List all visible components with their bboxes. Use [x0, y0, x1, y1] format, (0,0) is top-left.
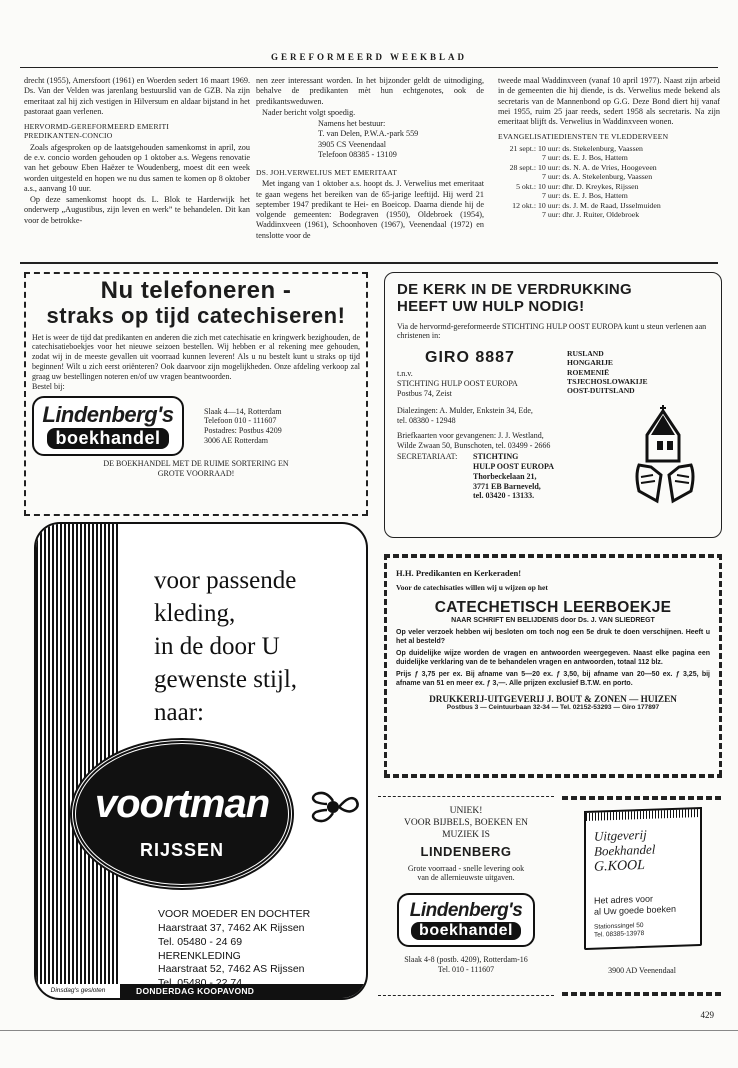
briefkaarten [397, 431, 619, 451]
giro-number: GIRO 8887 [425, 349, 515, 366]
kool-address: 3900 AD Veenendaal [608, 966, 676, 975]
article-paragraph: Zoals afgesproken op de laatstgehouden samenkomst in april, zou de e.v. concio worden gehouden op 1 oktober a.s. Wegens renovatie van het gebouw Eben Haëzer te Woudenberg, moest dit een week worden uitgesteld en hopen we nu dus samen te komen op 8 oktober a.s., aanvang 10 uur. [24, 142, 250, 193]
signature-line: Telefoon 08385 - 13109 [318, 149, 397, 159]
info-line: HULP OOST EUROPA [473, 462, 555, 471]
country-item: ROEMENIË [567, 367, 610, 377]
schedule-row [498, 201, 720, 211]
logo-text: Lindenberg's [409, 899, 523, 921]
info-line: STICHTING [473, 452, 519, 462]
schedule-service: 10 uur: ds. N. A. de Vries, Hoogeveen [538, 162, 657, 172]
schedule-row [498, 144, 720, 154]
section-rule [20, 262, 718, 264]
schedule-date: 12 okt.: [512, 200, 536, 210]
address-line: Postadres: Postbus 4209 [204, 426, 282, 436]
dashed-border [378, 995, 554, 996]
address-line: Slaak 4—14, Rotterdam [204, 406, 282, 416]
publisher-name: DRUKKERIJ-UITGEVERIJ J. BOUT & ZONEN — HUIZEN [429, 694, 677, 705]
lindenberg-logo [397, 893, 535, 947]
book-title: CATECHETISCH LEERBOEKJE [434, 598, 672, 616]
schedule-service: 10 uur: ds. J. M. de Raad, IJsselmuiden [538, 200, 661, 210]
country-item: RUSLAND [567, 349, 604, 358]
service-schedule [498, 144, 720, 220]
signature-line: 3905 CS Veenendaal [318, 139, 387, 149]
schedule-service: 7 uur: ds. A. Stekelenburg, Vaassen [542, 172, 653, 182]
schedule-date [498, 153, 538, 163]
dashed-border [366, 272, 368, 516]
ad-paragraph: Op duidelijke wijze worden de vragen en antwoorden weergegeven. Naast elke pagina een duidelijke verklaring van de te behandelen vragen en antwoorden, totaal 112 blz. [396, 650, 710, 666]
dashed-border [24, 272, 26, 516]
schedule-service: 7 uur: dhr. J. Ruiter, Oldebroek [542, 210, 640, 220]
info-line: Dialezingen: A. Mulder, Enkstein 34, Ede, [397, 406, 533, 416]
book-cover-text [594, 828, 655, 876]
wavy-border [384, 554, 722, 558]
schedule-row [498, 172, 720, 182]
info-line: Wilde Zwaan 50, Bunschoten, tel. 03499 - 2666 [397, 440, 551, 450]
address-line: Telefoon 010 - 111607 [204, 416, 277, 426]
cover-line: Boekhandel [594, 841, 656, 859]
country-item: TSJECHOSLOWAKIJE [567, 376, 648, 386]
article-heading [24, 122, 250, 141]
logo-text: Lindenberg's [42, 401, 174, 427]
info-line: tel. 08380 - 12948 [397, 416, 456, 425]
article-paragraph: nen zeer interessant worden. In het bijzonder geldt de uitnodiging, behalve de predikanten mèt hun echtgenotes, ook de predikantsweduwen. [256, 76, 484, 106]
info-line: tel. 03420 - 13133. [473, 491, 535, 501]
schedule-row [498, 182, 720, 192]
brand-city: RIJSSEN [139, 840, 225, 860]
book-illustration [584, 814, 702, 950]
po-box: Postbus 74, Zeist [397, 388, 452, 398]
order-label: Bestel bij: [32, 382, 65, 392]
secretariaat-label: SECRETARIAAT: [397, 452, 458, 462]
org-name: STICHTING HULP OOST EUROPA [397, 378, 518, 388]
store-name: LINDENBERG [420, 843, 512, 859]
ad-line: Tel. 010 - 111607 [437, 964, 495, 974]
ad-intro: Via de hervormd-gereformeerde STICHTING HULP OOST EUROPA kunt u steun verlenen aan christenen in: [397, 321, 707, 341]
closed-notice: Dinsdag's gesloten [36, 984, 120, 998]
info-line: 3771 EB Barneveld, [473, 481, 541, 491]
schedule-date [498, 210, 538, 220]
dashed-border [24, 514, 368, 516]
wavy-border [384, 774, 722, 778]
slogan [154, 564, 297, 729]
signature-line: T. van Delen, P.W.A.-park 559 [318, 129, 419, 139]
book-cover-slogan [594, 893, 676, 917]
ad-catechetisch [384, 554, 722, 778]
schedule-row [498, 191, 720, 201]
article-paragraph: Met ingang van 1 oktober a.s. hoopt ds. J. Verwelius met emeritaat te gaan wegens het bereiken van de 65-jarige leeftijd. Hij werd 21 september 1947 predikant te Hei- en Boeicop. Daarna diende hij de volgende gemeenten: Bodegraven (1950), Oldebroek (1954), Waddinxveen (1961), Schoonhoven (1967), Veenendaal (1972) en tenslotte voor de [256, 179, 484, 240]
footer-line: DE BOEKHANDEL MET DE RUIME SORTERING EN [103, 459, 289, 469]
cover-line: Stationssingel 50 [594, 921, 644, 931]
church-hands-icon [633, 405, 697, 505]
logo-text: boekhandel [47, 428, 168, 449]
ad-line: Slaak 4-8 (postb. 4209), Rotterdam-16 [404, 955, 528, 965]
book-pages [584, 807, 702, 821]
schedule-row [498, 153, 720, 163]
cover-line: al Uw goede boeken [594, 903, 677, 917]
address-line: 3006 AE Rotterdam [204, 435, 268, 445]
ad-footer [32, 459, 360, 479]
wavy-border [562, 796, 722, 800]
article-column-3 [498, 76, 720, 220]
ad-line: UNIEK! [449, 806, 483, 816]
address-block [204, 407, 282, 446]
ad-headline: HEEFT UW HULP NODIG! [397, 298, 585, 316]
slogan-line: naar: [154, 699, 204, 726]
article-column-1 [24, 76, 250, 227]
schedule-row [498, 210, 720, 220]
heading-line: PREDIKANTEN-CONCIO [24, 131, 113, 141]
ad-headline: DE KERK IN DE VERDRUKKING [397, 281, 633, 298]
publisher-address: Postbus 3 — Ceintuurbaan 32-34 — Tel. 02152-53293 — Giro 177897 [446, 704, 660, 712]
ad-voortman [34, 522, 368, 1000]
ad-headline: Nu telefoneren - [100, 277, 292, 304]
voortman-oval-logo [72, 740, 292, 888]
article-paragraph: tweede maal Waddinxveen (vanaf 10 april 1977). Naast zijn arbeid in de gemeenten die hij diende, is ds. Verwelius mede bekend als secretaris van de Mannenbond op G.G. Deze Bond diert hij vanaf mei 1955, ruim 25 jaar reeds, sedert 1958 als secretaris. Na zijn emeritaat blijft ds. Verwelius in Waddinxveen wonen. [498, 76, 720, 126]
info-line: Thorbeckelaan 21, [473, 471, 537, 481]
article-paragraph: Op deze samenkomst hoopt ds. L. Blok te Harderwijk het onderwerp „Augustibus, zijn leven en werk” te behandelen. Dit kan voor de betrokke- [24, 195, 250, 225]
ad-headline: straks op tijd catechiseren! [46, 303, 346, 329]
schedule-service: 7 uur: ds. E. J. Bos, Hattem [542, 191, 628, 201]
ad-line: van de allernieuwste uitgaven. [417, 873, 515, 883]
schedule-service: 10 uur: dhr. D. Kreykes, Rijssen [538, 181, 639, 191]
page-header: GEREFORMEERD WEEKBLAD [270, 52, 468, 62]
brand-name: voortman [94, 782, 270, 826]
ad-uniek-lindenberg [378, 796, 554, 996]
page-edge-rule [0, 1030, 738, 1031]
signature-block [256, 119, 484, 160]
wavy-border [719, 554, 722, 778]
country-item: HONGARIJE [567, 358, 613, 368]
tnv-label: t.n.v. [397, 369, 413, 378]
schedule-service: 10 uur: ds. Stekelenburg, Vaassen [538, 143, 643, 153]
address-line: VOOR MOEDER EN DOCHTER [158, 908, 311, 920]
cover-line: G.KOOL [594, 857, 645, 875]
voortman-bottom-bar [36, 984, 366, 998]
dashed-border [24, 272, 368, 274]
cover-line: Het adres voor [594, 893, 654, 906]
country-list [567, 349, 648, 398]
ornament-icon [306, 784, 360, 830]
dashed-border [378, 796, 554, 797]
ad-intro: Voor de catechisaties willen wij u wijzen op het [396, 583, 548, 593]
article-heading: EVANGELISATIEDIENSTEN TE VLEDDERVEEN [498, 132, 669, 142]
wavy-border [562, 992, 722, 996]
ad-line: Grote voorraad - snelle levering ook [407, 863, 525, 873]
article-paragraph: Nader bericht volgt spoedig. [262, 107, 356, 117]
article-column-2 [256, 76, 484, 242]
footer-line: GROTE VOORRAAD! [157, 468, 235, 478]
cover-line: Tel. 08385-13978 [594, 930, 645, 939]
slogan-line: in de door U [154, 633, 280, 660]
ad-paragraph: Prijs ƒ 3,75 per ex. Bij afname van 5—20 ex. ƒ 3,50, bij afname van 20—50 ex. ƒ 3,25, bij afname van 51 en meer ex. ƒ 3,—. Alle prijzen exclusief B.T.W. en porto. [396, 671, 710, 687]
ad-paragraph: Op veler verzoek hebben wij besloten om toch nog een 5e druk te doen verschijnen. Heeft u het al besteld? [396, 629, 710, 645]
lindenberg-logo [32, 396, 184, 456]
schedule-date: 21 sept.: [509, 143, 536, 153]
schedule-service: 7 uur: ds. E. J. Bos, Hattem [542, 153, 628, 163]
cover-line: Uitgeverij [594, 826, 647, 844]
schedule-row [498, 163, 720, 173]
schedule-date: 5 okt.: [516, 181, 536, 191]
book-subtitle: NAAR SCHRIFT EN BELIJDENIS door Ds. J. VAN SLIEDREGT [451, 616, 655, 624]
address-line: Tel. 05480 - 24 69 [158, 935, 243, 948]
schedule-date: 28 sept.: [509, 162, 536, 172]
page-number: 429 [700, 1010, 714, 1020]
wavy-border [384, 554, 387, 778]
article-paragraph: drecht (1955), Amersfoort (1961) en Woerden sedert 16 maart 1969. Ds. Van der Velden was jarenlang bestuurslid van de GZB. Na zijn emeritaat zal hij zich vestigen in Hilversum en aldaar bijstand in het pastoraat gaan verlenen. [24, 76, 250, 116]
info-line: Briefkaarten voor gevangenen: J. J. Westland, [397, 430, 544, 440]
ad-line: VOOR BIJBELS, BOEKEN EN [403, 817, 529, 828]
slogan-line: kleding, [154, 600, 236, 627]
slogan-line: voor passende [154, 567, 297, 594]
signature-line: Namens het bestuur: [318, 119, 386, 128]
address-line: Haarstraat 52, 7462 AS Rijssen [158, 963, 305, 976]
header-rule [20, 67, 718, 68]
ad-kerk-verdrukking [384, 272, 722, 538]
ad-body: Het is weer de tijd dat predikanten en anderen die zich met catechisatie en kringwerk bezighouden, de catechisatieboekjes voor het nieuwe seizoen bestellen. Wij hebben er al rekening mee gehouden, zodat wij in de meeste gevallen uit voorraad kunnen leveren! Als u nu bestelt kunt u straks op tijd beginnen! Wilt u zich eerst oriënteren? Ook daarvoor zijn mogelijkheden. Onze afdeling verkoop zal graag uw bestellingen noteren en/of uw vragen beantwoorden. [32, 332, 360, 381]
address-line: Haarstraat 37, 7462 AK Rijssen [158, 921, 305, 934]
ad-telefoneren [24, 272, 368, 516]
slogan-line: gewenste stijl, [154, 666, 298, 693]
schedule-date [498, 191, 538, 201]
logo-text: boekhandel [411, 922, 521, 940]
article-heading: DS. JOH.VERWELIUS MET EMERITAAT [256, 168, 398, 177]
ad-line: MUZIEK IS [442, 829, 490, 840]
koopavond-notice: DONDERDAG KOOPAVOND [136, 986, 255, 996]
ad-kool [562, 796, 722, 996]
heading-line: HERVORMD-GEREFORMEERD EMERITI [24, 122, 170, 131]
voortman-addresses [158, 908, 310, 991]
country-item: OOST-DUITSLAND [567, 386, 635, 395]
schedule-date [498, 172, 538, 182]
address-line: HERENKLEDING [158, 949, 241, 962]
book-cover-address [594, 922, 644, 940]
ad-greeting: H.H. Predikanten en Kerkeraden! [396, 568, 522, 578]
